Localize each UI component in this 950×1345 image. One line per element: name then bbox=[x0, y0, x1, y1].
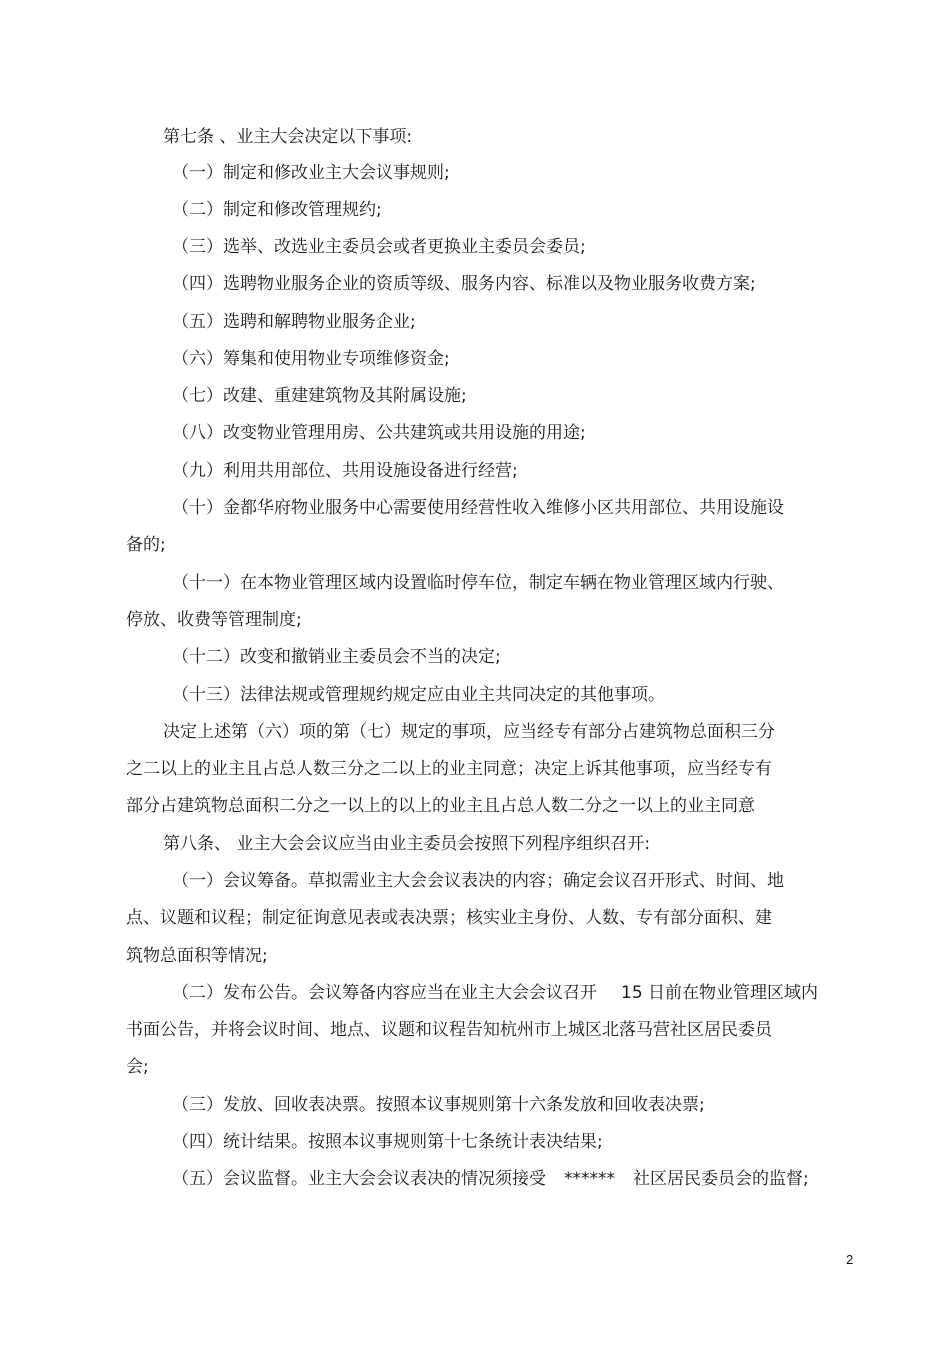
article-7-item-10-cont: 备的; bbox=[126, 535, 166, 555]
article-8-item-2-cont-2: 会; bbox=[126, 1057, 149, 1077]
article-7-item-1: （一）制定和修改业主大会议事规则; bbox=[172, 163, 450, 183]
article-8-item-5 bbox=[172, 1168, 809, 1190]
article-7-item-10: （十）金都华府物业服务中心需要使用经营性收入维修小区共用部位、共用设施设 bbox=[172, 498, 784, 518]
article-7-item-3: （三）选举、改选业主委员会或者更换业主委员会委员; bbox=[172, 237, 586, 257]
article-8-item-1-cont-2: 筑物总面积等情况; bbox=[126, 946, 268, 966]
article-8-item-2 bbox=[172, 982, 818, 1004]
article-8-item-1: （一）会议筹备。草拟需业主大会会议表决的内容；确定会议召开形式、时间、地 bbox=[172, 871, 784, 891]
article-7-heading: 第七条 、业主大会决定以下事项: bbox=[163, 127, 413, 147]
article-7-item-5: （五）选聘和解聘物业服务企业; bbox=[172, 312, 416, 332]
voting-rule-paragraph-1: 决定上述第（六）项的第（七）规定的事项，应当经专有部分占建筑物总面积三分 bbox=[163, 722, 775, 742]
article-8-item-5-text: （五）会议监督。业主大会会议表决的情况须接受 bbox=[172, 1169, 546, 1189]
article-7-item-13: （十三）法律法规或管理规约规定应由业主共同决定的其他事项。 bbox=[172, 685, 665, 705]
voting-rule-paragraph-3: 部分占建筑物总面积二分之一以上的以上的业主且占总人数二分之一以上的业主同意 bbox=[126, 796, 755, 816]
article-8-item-5-tail: 社区居民委员会的监督; bbox=[633, 1169, 809, 1189]
article-8-item-2-deadline: 15 日前在物业管理区域内 bbox=[621, 983, 819, 1003]
article-7-item-11: （十一）在本物业管理区域内设置临时停车位，制定车辆在物业管理区域内行驶、 bbox=[172, 573, 784, 593]
article-8-item-4: （四）统计结果。按照本议事规则第十七条统计表决结果; bbox=[172, 1132, 603, 1152]
article-7-item-7: （七）改建、重建建筑物及其附属设施; bbox=[172, 386, 467, 406]
page-number: 2 bbox=[846, 1252, 854, 1267]
article-8-item-2-text: （二）发布公告。会议筹备内容应当在业主大会会议召开 bbox=[172, 983, 597, 1003]
article-8-heading: 第八条、 业主大会会议应当由业主委员会按照下列程序组织召开: bbox=[163, 834, 651, 854]
article-8-item-2-cont-1: 书面公告，并将会议时间、地点、议题和议程告知杭州市上城区北落马营社区居民委员 bbox=[126, 1020, 772, 1040]
article-8-item-3: （三）发放、回收表决票。按照本议事规则第十六条发放和回收表决票; bbox=[172, 1095, 705, 1115]
article-7-item-8: （八）改变物业管理用房、公共建筑或共用设施的用途; bbox=[172, 423, 586, 443]
article-7-item-4: （四）选聘物业服务企业的资质等级、服务内容、标准以及物业服务收费方案; bbox=[172, 274, 756, 294]
article-7-item-6: （六）筹集和使用物业专项维修资金; bbox=[172, 349, 450, 369]
article-7-item-9: （九）利用共用部位、共用设施设备进行经营; bbox=[172, 461, 518, 481]
voting-rule-paragraph-2: 之二以上的业主且占总人数三分之二以上的业主同意；决定上诉其他事项，应当经专有 bbox=[126, 759, 772, 779]
article-8-item-1-cont-1: 点、议题和议程；制定征询意见表或表决票；核实业主身份、人数、专有部分面积、建 bbox=[126, 908, 772, 928]
article-7-item-2: （二）制定和修改管理规约; bbox=[172, 200, 382, 220]
article-7-item-11-cont: 停放、收费等管理制度; bbox=[126, 610, 302, 630]
article-7-item-12: （十二）改变和撤销业主委员会不当的决定; bbox=[172, 647, 501, 667]
redacted-community-name: ****** bbox=[564, 1169, 615, 1189]
